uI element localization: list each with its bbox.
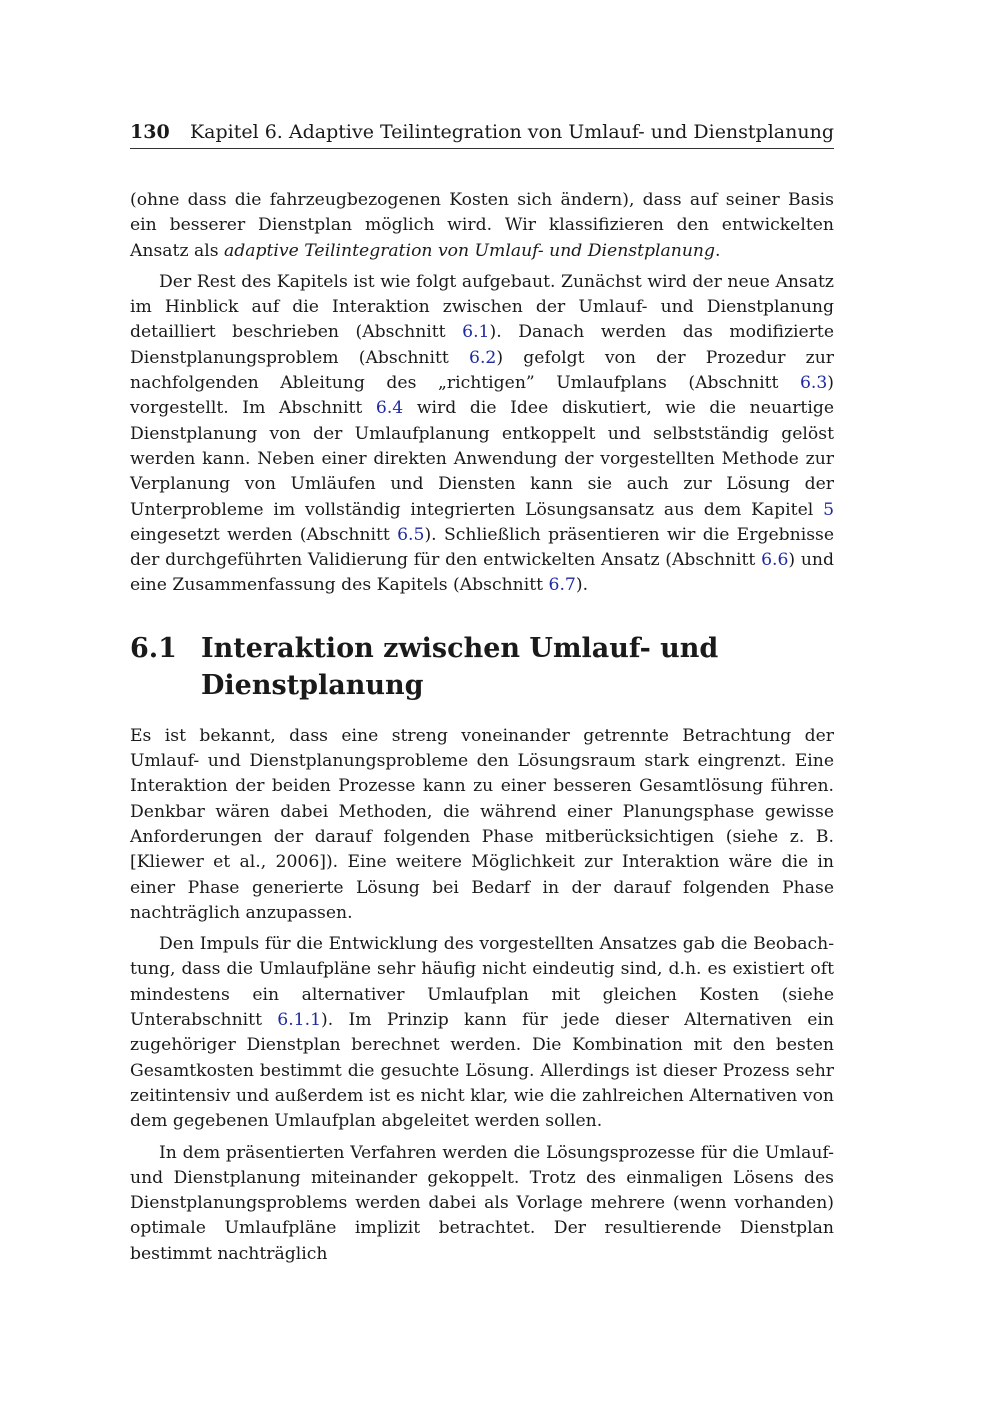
- text-run: ).: [575, 575, 589, 596]
- intro-paragraph-1: [130, 188, 834, 264]
- page-body: [130, 188, 834, 1273]
- text-run: ) und eine Zusammenfassung des Kapitels (Abschnitt: [130, 550, 834, 596]
- text-run: Den Impuls für die Entwicklung des vorgestellten Ansatzes gab die Beobachtung, dass die Umlaufpläne sehr häufig nicht eindeutig sind, d.h. es existiert oft mindestens ein alternativer Umlaufplan mit gleichen Kosten (siehe Unterabschnitt: [130, 934, 834, 1031]
- running-title: Kapitel 6. Adaptive Teilintegration von Umlauf- und Dienstplanung: [189, 121, 834, 143]
- text-run: eingesetzt werden (Abschnitt: [130, 524, 398, 545]
- section-paragraph-3: In dem präsentierten Verfahren werden die Lösungsprozesse für die Umlauf- und Dienstplanung miteinander gekoppelt. Trotz des einmaligen Lösens des Dienstplanungsproblems werden dabei als Vorlage mehrere (wenn vorhanden) optimale Umlaufpläne implizit betrachtet. Der resultierende Dienstplan bestimmt nachträglich: [130, 1142, 834, 1264]
- section-link-6-7[interactable]: 6.7: [548, 575, 576, 596]
- section-link-6-4[interactable]: 6.4: [375, 398, 404, 419]
- section-link-6-5[interactable]: 6.5: [397, 524, 425, 545]
- text-run: wird die Idee diskutiert, wie die neuartige Dienstplanung von der Umlaufplanung entkoppelt und selbstständig gelöst werden kann. Neben einer direkten Anwendung der vorgestellten Methode zur Verplanung von Umläufen und Diensten kann sie auch zur Lösung der Unterprobleme im vollständig integrierten Lösungsansatz aus dem Kapitel: [130, 398, 834, 520]
- text-run: ). Schließlich präsentieren wir die Ergebnisse der durchgeführten Validierung für den entwickelten Ansatz (Abschnitt: [130, 524, 835, 571]
- section-number: 6.1: [130, 632, 177, 664]
- text-run: .: [714, 240, 721, 261]
- section-link-6-6[interactable]: 6.6: [761, 550, 789, 571]
- page-number: 130: [130, 121, 170, 143]
- running-header: [130, 118, 834, 149]
- text-run: ) gefolgt von der Prozedur zur nachfolgenden Ableitung des „richtigen” Umlaufplans (Abschnitt: [130, 347, 834, 394]
- text-run: (ohne dass die fahrzeugbezogenen Kosten sich ändern), dass auf seiner Basis ein besserer Dienstplan möglich wird. Wir klassifizieren den entwickelten Ansatz als: [130, 190, 834, 261]
- section-heading: [130, 630, 834, 704]
- text-run: ). Im Prinzip kann für jede dieser Alternativen ein zugehöriger Dienstplan berechnet werden. Die Kombination mit den besten Gesamtkosten bestimmt die gesuchte Lösung. Allerdings ist dieser Prozess sehr zeitintensiv und außerdem ist es nicht klar, wie die zahlreichen Alternativen von dem gegebenen Umlaufplan abgeleitet werden sollen.: [130, 1010, 834, 1132]
- section-paragraph-1: Es ist bekannt, dass eine streng voneinander getrennte Betrachtung der Umlauf- und Dienstplanungsprobleme den Lösungsraum stark eingrenzt. Eine Interaktion der beiden Prozesse kann zu einer besseren Gesamtlösung führen. Denkbar wären dabei Methoden, die während einer Planungsphase gewisse Anforderungen der darauf folgenden Phase mitberücksichtigen (siehe z. B. [Kliewer et al., 2006]). Eine weitere Möglichkeit zur Interaktion wäre die in einer Phase generierte Lösung bei Bedarf in der darauf folgenden Phase nachträglich anzupassen.: [130, 725, 834, 923]
- text-run: ) vorgestellt. Im Abschnitt: [130, 373, 834, 419]
- section-title: Interaktion zwischen Umlauf- und Dienstplanung: [201, 632, 719, 701]
- section-link-6-3[interactable]: 6.3: [799, 373, 828, 394]
- chapter-link-5[interactable]: 5: [823, 499, 834, 520]
- intro-paragraph-2: [130, 270, 834, 599]
- section-paragraph-2: [130, 932, 834, 1134]
- text-run: ). Danach werden das modifizierte Dienstplanungsproblem (Abschnitt: [130, 322, 834, 368]
- section-link-6-2[interactable]: 6.2: [469, 347, 497, 368]
- emphasis-text: adaptive Teilintegration von Umlauf- und Dienstplanung: [224, 240, 715, 261]
- text-run: Der Rest des Kapitels ist wie folgt aufgebaut. Zunächst wird der neue Ansatz im Hinblick auf die Interaktion zwischen der Umlauf- und Dienstplanung detailliert beschrieben (Abschnitt: [130, 271, 834, 343]
- section-link-6-1[interactable]: 6.1: [462, 322, 490, 343]
- subsection-link-6-1-1[interactable]: 6.1.1: [277, 1010, 322, 1031]
